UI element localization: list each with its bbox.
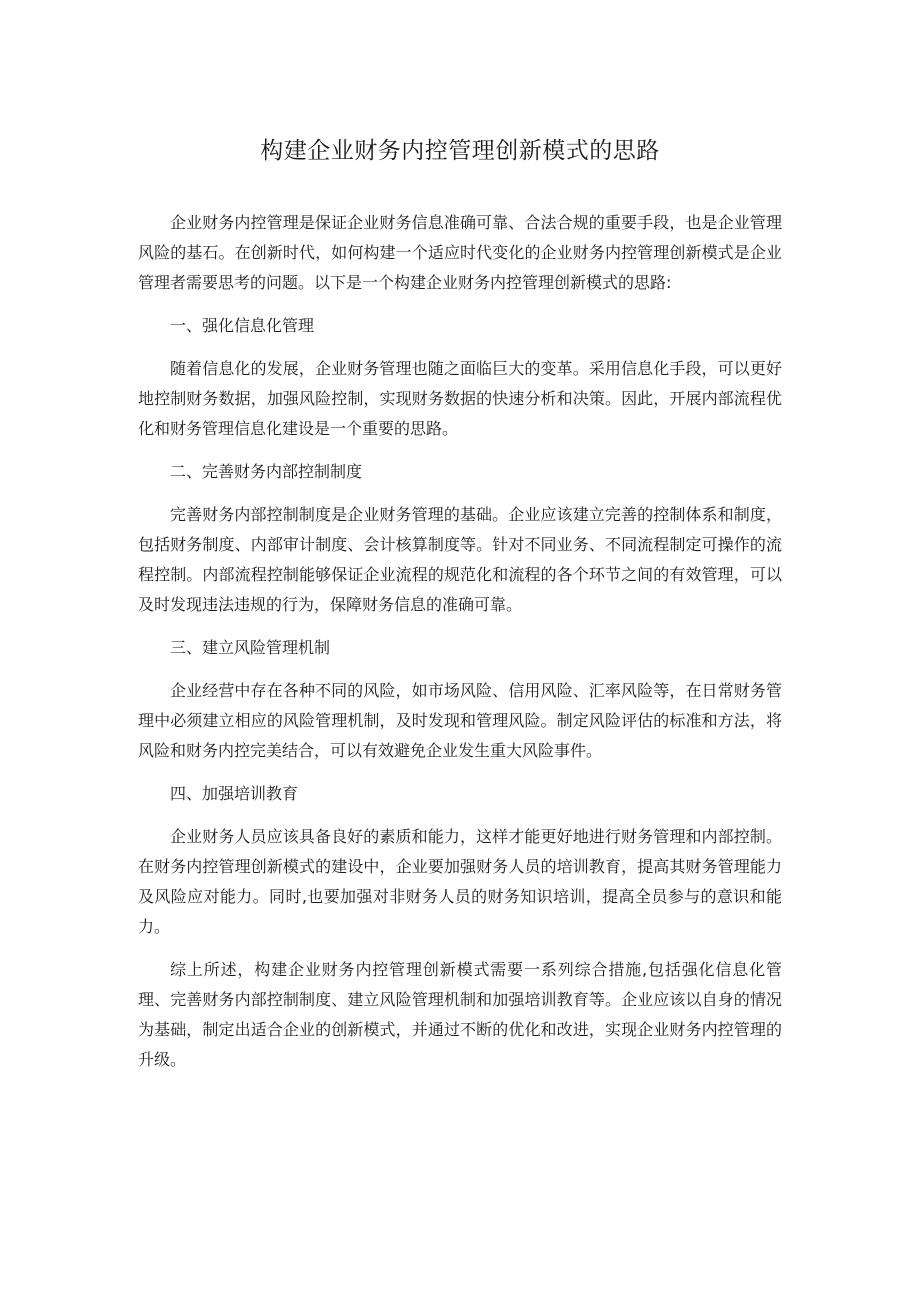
- document-title: 构建企业财务内控管理创新模式的思路: [260, 138, 660, 164]
- section-paragraph-2: 完善财务内部控制制度是企业财务管理的基础。企业应该建立完善的控制体系和制度，包括财务制度、内部审计制度、会计核算制度等。针对不同业务、不同流程制定可操作的流程控制。内部流程控制能够保证企业流程的规范化和流程的各个环节之间的有效管理，可以及时发现违法违规的行为，保障财务信息的准确可靠。: [138, 505, 782, 614]
- section-paragraph-1: 随着信息化的发展，企业财务管理也随之面临巨大的变革。采用信息化手段，可以更好地控制财务数据，加强风险控制，实现财务数据的快速分析和决策。因此，开展内部流程优化和财务管理信息化建设是一个重要的思路。: [138, 359, 782, 438]
- conclusion-paragraph: 综上所述，构建企业财务内控管理创新模式需要一系列综合措施,包括强化信息化管理、完善财务内部控制制度、建立风险管理机制和加强培训教育等。企业应该以自身的情况为基础，制定出适合企业的创新模式，并通过不断的优化和改进，实现企业财务内控管理的升级。: [138, 960, 782, 1069]
- section-heading-4: 四、加强培训教育: [170, 784, 299, 803]
- intro-paragraph: 企业财务内控管理是保证企业财务信息准确可靠、合法合规的重要手段，也是企业管理风险的基石。在创新时代，如何构建一个适应时代变化的企业财务内控管理创新模式是企业管理者需要思考的问题。以下是一个构建企业财务内控管理创新模式的思路:: [138, 213, 782, 292]
- section-heading-2: 二、完善财务内部控制制度: [170, 462, 363, 481]
- section-paragraph-4: 企业财务人员应该具备良好的素质和能力，这样才能更好地进行财务管理和内部控制。在财务内控管理创新模式的建设中，企业要加强财务人员的培训教育，提高其财务管理能力及风险应对能力。同时,也要加强对非财务人员的财务知识培训，提高全员参与的意识和能力。: [138, 827, 782, 936]
- document-body: [138, 208, 782, 1075]
- section-heading-3: 三、建立风险管理机制: [170, 638, 331, 657]
- section-paragraph-3: 企业经营中存在各种不同的风险，如市场风险、信用风险、汇率风险等，在日常财务管理中必须建立相应的风险管理机制，及时发现和管理风险。制定风险评估的标准和方法，将风险和财务内控完美结合，可以有效避免企业发生重大风险事件。: [138, 681, 782, 760]
- section-heading-1: 一、强化信息化管理: [170, 316, 315, 335]
